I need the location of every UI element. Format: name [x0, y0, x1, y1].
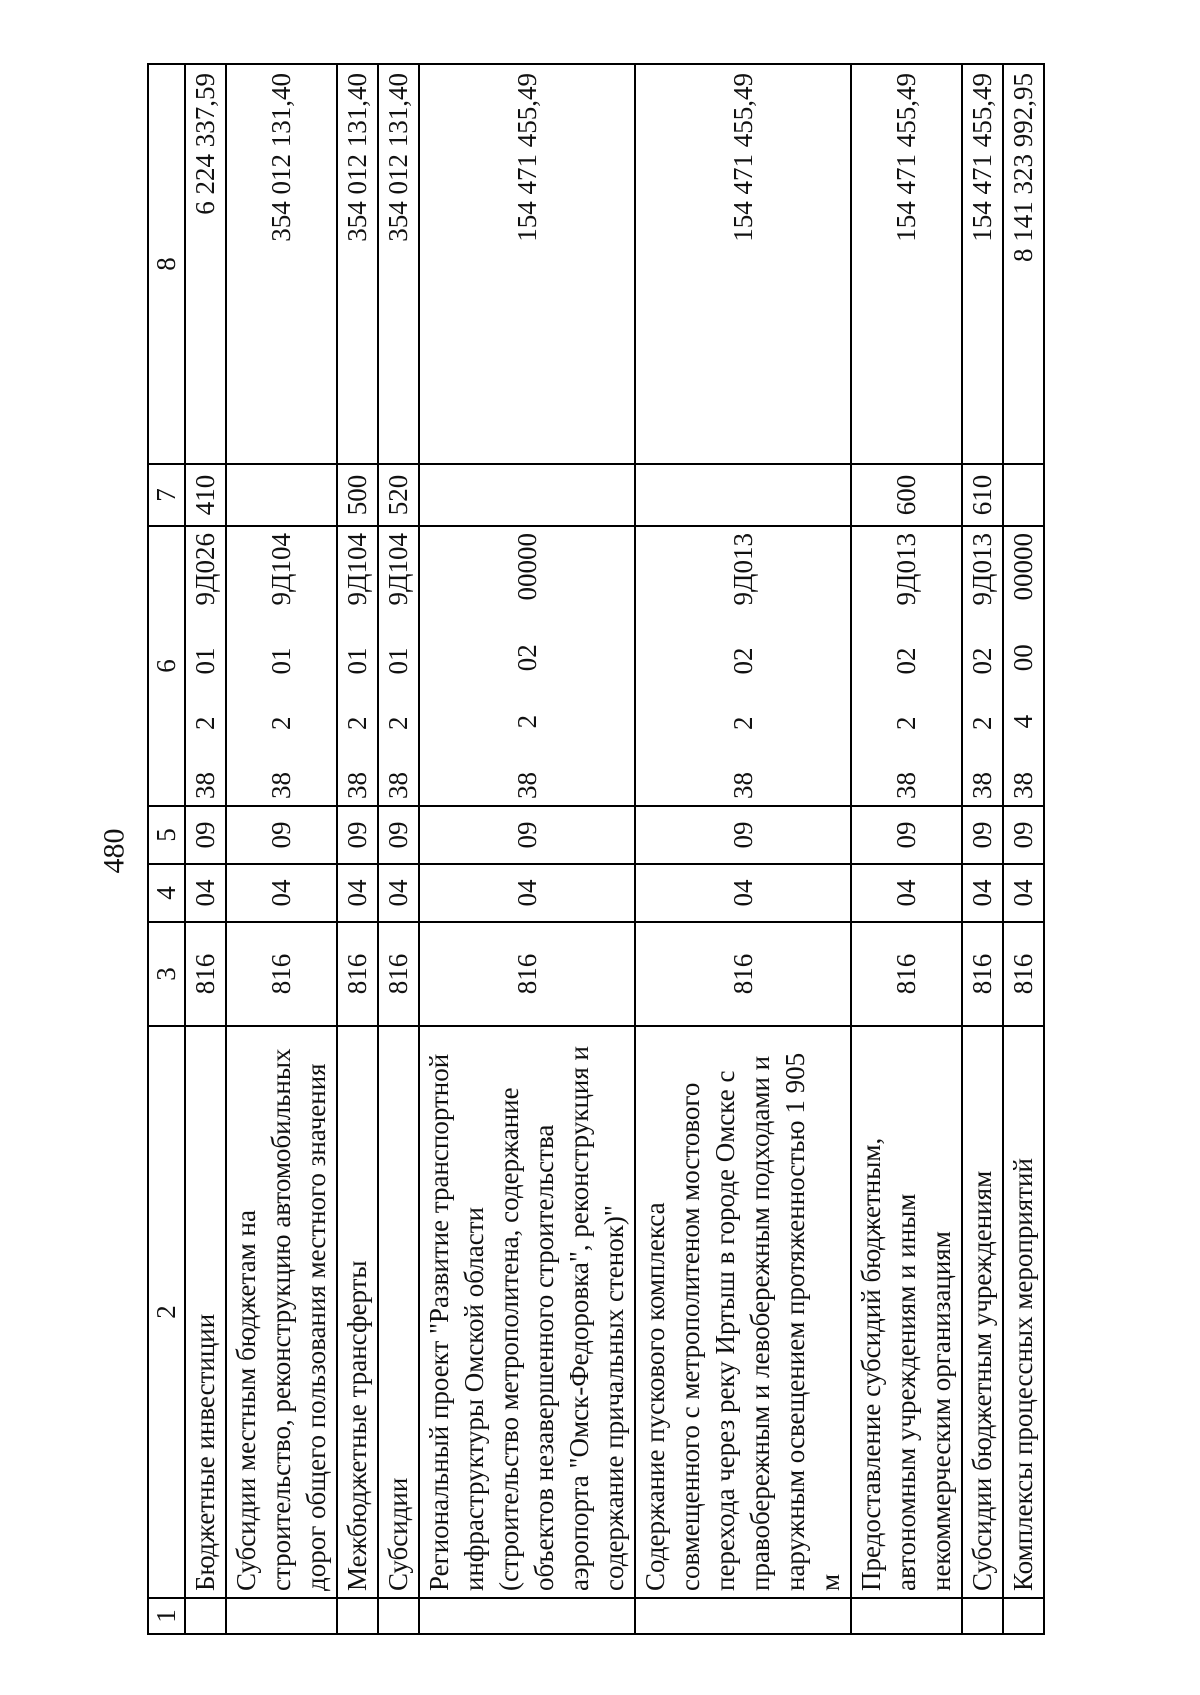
table-row: [419, 64, 635, 1634]
page-number: 480: [97, 828, 131, 874]
row-name-cell: Субсидии: [378, 1026, 419, 1598]
code-part: 00000: [1008, 533, 1038, 601]
section-cell: 04: [419, 864, 635, 922]
grbs-cell: 816: [962, 922, 1003, 1026]
code-part: 01: [190, 647, 220, 675]
target-article-code: [1006, 531, 1041, 801]
code-part: 9Д104: [342, 533, 372, 606]
code-part: 9Д026: [190, 533, 220, 606]
grbs-cell: 816: [1003, 922, 1044, 1026]
expense-type-cell: 610: [962, 464, 1003, 526]
code-part: 9Д013: [727, 533, 758, 606]
code-part: 38: [727, 772, 758, 799]
target-article-code: [965, 531, 1000, 801]
row-name-cell: Содержание пускового комплекса совмещенного с метрополитеном мостового перехода через реку Иртыш в городе Омске с правобережным и левобережным подходами и наружным освещением протяженностью 1 905 м: [635, 1026, 851, 1598]
row-number-cell: [1003, 1598, 1044, 1634]
table-row: [851, 64, 962, 1634]
section-cell: 04: [226, 864, 337, 922]
expense-type-cell: [419, 464, 635, 526]
table-row: [378, 64, 419, 1634]
table-row: [226, 64, 337, 1634]
target-article-code: [726, 531, 761, 801]
target-article-code: [340, 531, 375, 801]
column-header: 2: [148, 1026, 185, 1598]
budget-table-sheet: [147, 65, 1038, 1635]
grbs-cell: 816: [337, 922, 378, 1026]
code-part: 2: [383, 716, 413, 730]
grbs-cell: 816: [185, 922, 226, 1026]
row-name-cell: Предоставление субсидий бюджетным, автономным учреждениям и иным некоммерческим организациям: [851, 1026, 962, 1598]
subsection-cell: 09: [851, 806, 962, 864]
expense-type-cell: [226, 464, 337, 526]
table-row: [185, 64, 226, 1634]
row-name-cell: Субсидии бюджетным учреждениям: [962, 1026, 1003, 1598]
grbs-cell: 816: [851, 922, 962, 1026]
code-part: 9Д104: [383, 533, 413, 606]
target-article-cell: [635, 526, 851, 806]
expense-type-cell: 410: [185, 464, 226, 526]
subsection-cell: 09: [226, 806, 337, 864]
section-cell: 04: [962, 864, 1003, 922]
code-part: 9Д013: [967, 533, 997, 606]
amount-cell: 6 224 337,59: [185, 64, 226, 464]
code-part: 2: [266, 716, 296, 730]
code-part: 02: [891, 647, 921, 675]
table-row: [337, 64, 378, 1634]
expense-type-cell: 520: [378, 464, 419, 526]
target-article-code: [188, 531, 223, 801]
subsection-cell: 09: [378, 806, 419, 864]
target-article-code: [510, 531, 545, 801]
code-part: 01: [342, 647, 372, 675]
code-part: 01: [266, 647, 296, 675]
row-number-cell: [185, 1598, 226, 1634]
subsection-cell: 09: [1003, 806, 1044, 864]
column-header: 6: [148, 526, 185, 806]
subsection-cell: 09: [185, 806, 226, 864]
target-article-cell: [337, 526, 378, 806]
code-part: 2: [511, 714, 542, 729]
row-number-cell: [337, 1598, 378, 1634]
code-part: 2: [727, 716, 758, 730]
amount-cell: 154 471 455,49: [851, 64, 962, 464]
expense-type-cell: [635, 464, 851, 526]
row-name-cell: Межбюджетные трансферты: [337, 1026, 378, 1598]
code-part: 02: [727, 647, 758, 675]
expense-type-cell: 500: [337, 464, 378, 526]
grbs-cell: 816: [226, 922, 337, 1026]
code-part: 2: [967, 716, 997, 730]
target-article-cell: [226, 526, 337, 806]
column-header: 3: [148, 922, 185, 1026]
target-article-cell: [1003, 526, 1044, 806]
column-header: 7: [148, 464, 185, 526]
grbs-cell: 816: [419, 922, 635, 1026]
code-part: 2: [342, 716, 372, 730]
subsection-cell: 09: [635, 806, 851, 864]
row-name-cell: Бюджетные инвестиции: [185, 1026, 226, 1598]
grbs-cell: 816: [378, 922, 419, 1026]
code-part: 38: [891, 772, 921, 799]
column-header: 4: [148, 864, 185, 922]
section-cell: 04: [185, 864, 226, 922]
amount-cell: 354 012 131,40: [378, 64, 419, 464]
code-part: 02: [967, 647, 997, 675]
subsection-cell: 09: [419, 806, 635, 864]
code-part: 02: [511, 644, 542, 672]
amount-cell: 154 471 455,49: [962, 64, 1003, 464]
target-article-cell: [378, 526, 419, 806]
table-row: [1003, 64, 1044, 1634]
amount-cell: 354 012 131,40: [226, 64, 337, 464]
row-name-cell: Субсидии местным бюджетам на строительство, реконструкцию автомобильных дорог общего пользования местного значения: [226, 1026, 337, 1598]
code-part: 38: [967, 772, 997, 799]
code-part: 2: [190, 716, 220, 730]
rotated-table-area: [147, 65, 1038, 1635]
target-article-cell: [419, 526, 635, 806]
row-name-cell: Комплексы процессных мероприятий: [1003, 1026, 1044, 1598]
row-number-cell: [962, 1598, 1003, 1634]
section-cell: 04: [851, 864, 962, 922]
code-part: 2: [891, 716, 921, 730]
amount-cell: 8 141 323 992,95: [1003, 64, 1044, 464]
code-part: 38: [190, 772, 220, 799]
code-part: 38: [1008, 772, 1038, 799]
column-header: 5: [148, 806, 185, 864]
target-article-cell: [185, 526, 226, 806]
column-header: 1: [148, 1598, 185, 1634]
code-part: 01: [383, 647, 413, 675]
code-part: 38: [511, 772, 542, 799]
expense-type-cell: 600: [851, 464, 962, 526]
code-part: 9Д104: [266, 533, 296, 606]
code-part: 00: [1008, 644, 1038, 672]
section-cell: 04: [1003, 864, 1044, 922]
code-part: 00000: [511, 533, 542, 601]
row-number-cell: [851, 1598, 962, 1634]
section-cell: 04: [337, 864, 378, 922]
target-article-code: [889, 531, 924, 801]
column-header: 8: [148, 64, 185, 464]
target-article-cell: [962, 526, 1003, 806]
code-part: 38: [383, 772, 413, 799]
target-article-code: [264, 531, 299, 801]
subsection-cell: 09: [962, 806, 1003, 864]
row-number-cell: [226, 1598, 337, 1634]
target-article-code: [381, 531, 416, 801]
row-number-cell: [419, 1598, 635, 1634]
amount-cell: 354 012 131,40: [337, 64, 378, 464]
code-part: 4: [1008, 714, 1038, 729]
code-part: 38: [342, 772, 372, 799]
table-row: [962, 64, 1003, 1634]
section-cell: 04: [635, 864, 851, 922]
row-number-cell: [635, 1598, 851, 1634]
grbs-cell: 816: [635, 922, 851, 1026]
table-header-row: [148, 64, 185, 1634]
subsection-cell: 09: [337, 806, 378, 864]
target-article-cell: [851, 526, 962, 806]
code-part: 9Д013: [891, 533, 921, 606]
budget-table: [147, 63, 1045, 1635]
code-part: 38: [266, 772, 296, 799]
table-row: [635, 64, 851, 1634]
row-number-cell: [378, 1598, 419, 1634]
amount-cell: 154 471 455,49: [635, 64, 851, 464]
section-cell: 04: [378, 864, 419, 922]
amount-cell: 154 471 455,49: [419, 64, 635, 464]
expense-type-cell: [1003, 464, 1044, 526]
row-name-cell: Региональный проект "Развитие транспортной инфраструктуры Омской области (строительство метрополитена, содержание объектов незавершенного строительства аэропорта "Омск-Федоровка", реконструкция и содержание причальных стенок)": [419, 1026, 635, 1598]
